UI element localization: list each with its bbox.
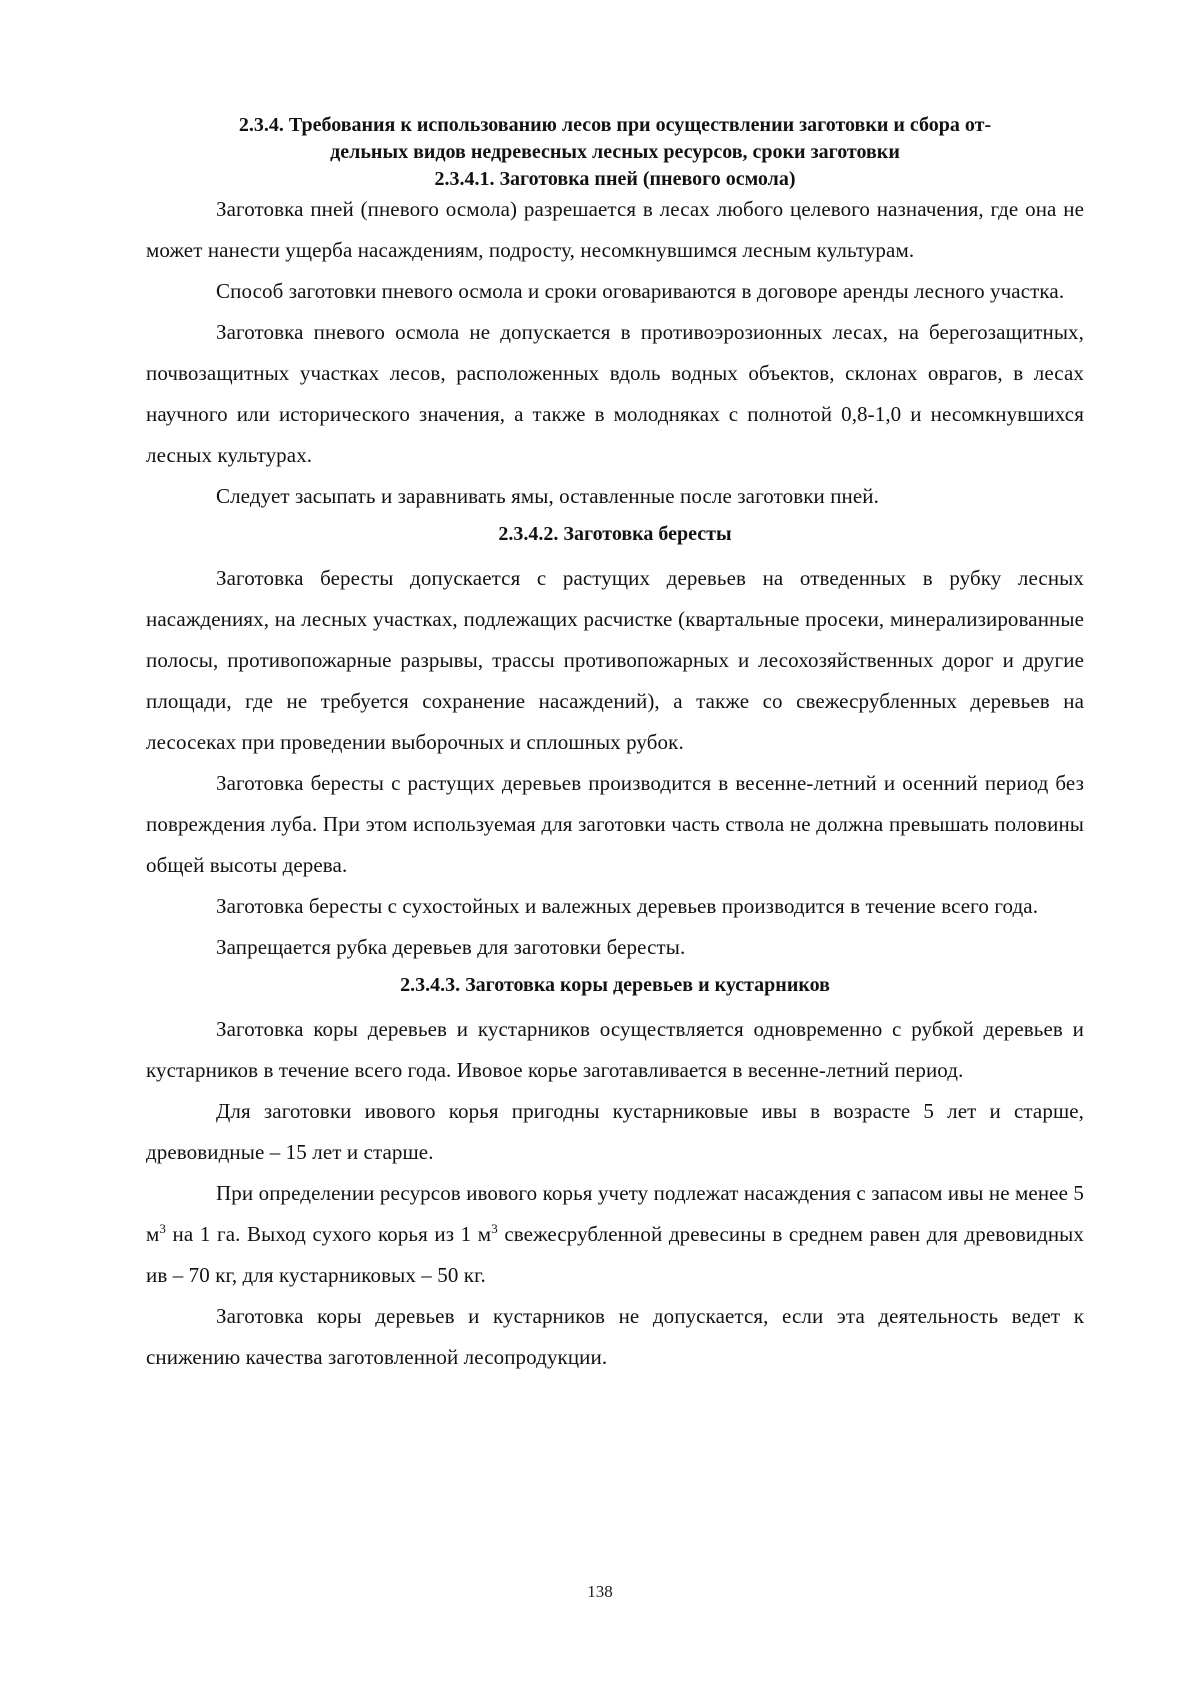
section-heading-birch-bark: 2.3.4.2. Заготовка бересты	[498, 523, 732, 545]
superscript: 3	[159, 1221, 166, 1236]
paragraph: Заготовка бересты с сухостойных и валежных деревьев производится в течение всего года.	[216, 894, 1039, 918]
paragraph: Запрещается рубка деревьев для заготовки бересты.	[216, 935, 686, 959]
paragraph: Заготовка коры деревьев и кустарников не допускается, если эта деятельность ведет к снижению качества заготовленной лесопродукции.	[146, 1304, 1084, 1369]
page-body	[146, 112, 1084, 1378]
paragraph-with-units	[146, 1173, 1084, 1296]
text-fragment: на 1 га. Выход сухого корья из 1 м	[166, 1222, 492, 1246]
section-heading-stumps: 2.3.4.1. Заготовка пней (пневого осмола)	[434, 168, 796, 190]
superscript: 3	[491, 1221, 498, 1236]
section-heading-bark: 2.3.4.3. Заготовка коры деревьев и кустарников	[400, 974, 830, 996]
chapter-title-line-1: 2.3.4. Требования к использованию лесов при осуществлении заготовки и сбора от-	[238, 114, 992, 136]
page-number: 138	[587, 1582, 613, 1601]
paragraph: Следует засыпать и заравнивать ямы, оставленные после заготовки пней.	[216, 484, 879, 508]
paragraph: Заготовка бересты с растущих деревьев производится в весенне-летний и осенний период без повреждения луба. При этом используемая для заготовки часть ствола не должна превышать половины общей высоты дерева.	[146, 771, 1084, 877]
paragraph: Способ заготовки пневого осмола и сроки оговариваются в договоре аренды лесного участка.	[216, 279, 1065, 303]
chapter-title-line-2: дельных видов недревесных лесных ресурсов, сроки заготовки	[330, 141, 900, 163]
paragraph: Заготовка пневого осмола не допускается в противоэрозионных лесах, на берегозащитных, почвозащитных участках лесов, расположенных вдоль водных объектов, склонах оврагов, в лесах научного или исторического значения, а также в молодняках с полнотой 0,8-1,0 и несомкнувшихся лесных культурах.	[146, 320, 1084, 467]
paragraph: Для заготовки ивового корья пригодны кустарниковые ивы в возрасте 5 лет и старше, древовидные – 15 лет и старше.	[146, 1099, 1084, 1164]
text-fragment: При определении ресурсов ивового корья учету подлежат насаждения с запасом ивы не менее 5 м	[146, 1181, 1084, 1246]
chapter-title	[146, 112, 1084, 166]
paragraph: Заготовка пней (пневого осмола) разрешается в лесах любого целевого назначения, где она не может нанести ущерба насаждениям, подросту, несомкнувшимся лесным культурам.	[146, 197, 1084, 262]
paragraph: Заготовка бересты допускается с растущих деревьев на отведенных в рубку лесных насаждениях, на лесных участках, подлежащих расчистке (квартальные просеки, минерализированные полосы, противопожарные разрывы, трассы противопожарных и лесохозяйственных дорог и другие площади, где не требуется сохранение насаждений), а также со свежесрубленных деревьев на лесосеках при проведении выборочных и сплошных рубок.	[146, 566, 1084, 754]
text-fragment: свежесрубленной древесины в среднем равен для древовидных ив – 70 кг, для кустарниковых – 50 кг.	[146, 1222, 1084, 1287]
paragraph: Заготовка коры деревьев и кустарников осуществляется одновременно с рубкой деревьев и кустарников в течение всего года. Ивовое корье заготавливается в весенне-летний период.	[146, 1017, 1084, 1082]
